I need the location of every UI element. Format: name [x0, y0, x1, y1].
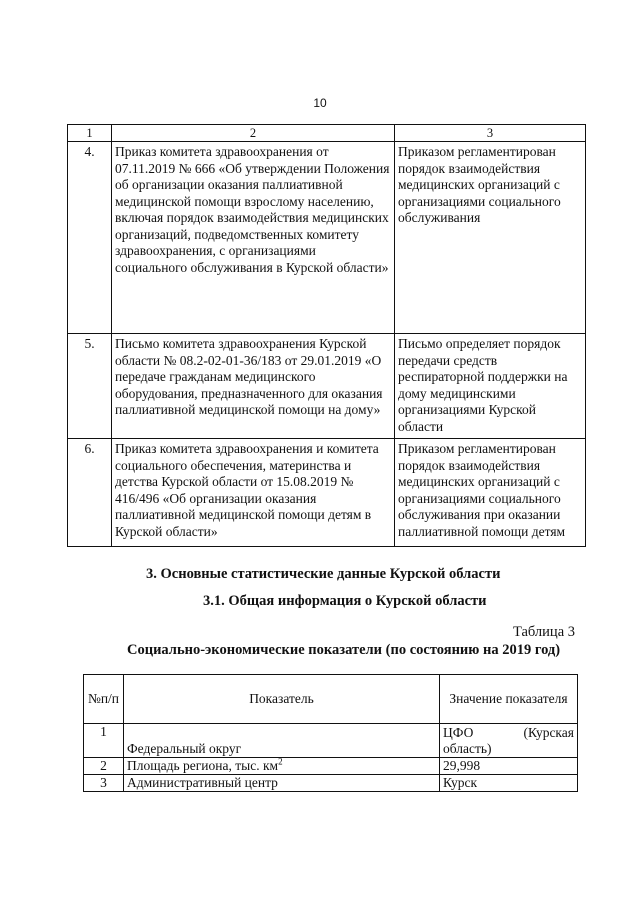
- row-number: 5.: [68, 334, 112, 439]
- value-cell: 29,998: [440, 758, 578, 775]
- indicator-cell: Административный центр: [124, 775, 440, 792]
- subsection-heading: 3.1. Общая информация о Курской области: [203, 593, 487, 609]
- column-number-3: 3: [395, 125, 586, 142]
- row-number: 1: [84, 724, 124, 758]
- row-number: 6.: [68, 439, 112, 547]
- section-heading: 3. Основные статистические данные Курской области: [146, 566, 501, 582]
- table-label: Таблица 3: [512, 624, 575, 640]
- indicator-cell: Федеральный округ: [124, 724, 440, 758]
- row-number: 4.: [68, 142, 112, 334]
- indicator-cell: [124, 758, 440, 775]
- description-cell: Письмо определяет порядок передачи средств респираторной поддержки на дому медицинскими организациями Курской области: [395, 334, 586, 439]
- table-row: [84, 758, 578, 775]
- row-number: 2: [84, 758, 124, 775]
- document-cell: Приказ комитета здравоохранения и комитета социального обеспечения, материнства и детства Курской области от 15.08.2019 № 416/496 «Об организации оказания паллиативной медицинской помощи детям в Курской области»: [112, 439, 395, 547]
- table-row: [68, 142, 586, 334]
- header-indicator: Показатель: [124, 675, 440, 724]
- header-number: №п/п: [84, 675, 124, 724]
- regulations-table: [67, 124, 586, 547]
- table-row: [68, 439, 586, 547]
- value-part: ЦФО: [443, 724, 474, 740]
- superscript: 2: [278, 756, 283, 767]
- value-cell: [440, 724, 578, 758]
- description-cell: Приказом регламентирован порядок взаимодействия медицинских организаций с организациями социального обслуживания: [395, 142, 586, 334]
- value-part: область): [443, 740, 492, 756]
- table-row: [68, 334, 586, 439]
- header-value: Значение показателя: [440, 675, 578, 724]
- page-number: 10: [313, 96, 327, 110]
- table-title: Социально-экономические показатели (по состоянию на 2019 год): [127, 642, 561, 658]
- row-number: 3: [84, 775, 124, 792]
- indicator-text: Площадь региона, тыс. км: [127, 758, 279, 773]
- document-cell: Приказ комитета здравоохранения от 07.11.2019 № 666 «Об утверждении Положения об организации оказания паллиативной медицинской помощи взрослому населению, включая порядок взаимодействия медицинских организаций, подведомственных комитету здравоохранения, с организациями социального обслуживания в Курской области»: [112, 142, 395, 334]
- value-cell: Курск: [440, 775, 578, 792]
- table-header-row: [84, 675, 578, 724]
- column-number-1: 1: [68, 125, 112, 142]
- value-part: (Курская: [523, 724, 574, 740]
- indicators-table: [83, 674, 578, 792]
- table-header-row: [68, 125, 586, 142]
- description-cell: Приказом регламентирован порядок взаимодействия медицинских организаций с организациями социального обслуживания при оказании паллиативной помощи детям: [395, 439, 586, 547]
- document-cell: Письмо комитета здравоохранения Курской области № 08.2-02-01-36/183 от 29.01.2019 «О передаче гражданам медицинского оборудования, предназначенного для оказания паллиативной медицинской помощи на дому»: [112, 334, 395, 439]
- column-number-2: 2: [112, 125, 395, 142]
- table-row: [84, 775, 578, 792]
- table-row: [84, 724, 578, 758]
